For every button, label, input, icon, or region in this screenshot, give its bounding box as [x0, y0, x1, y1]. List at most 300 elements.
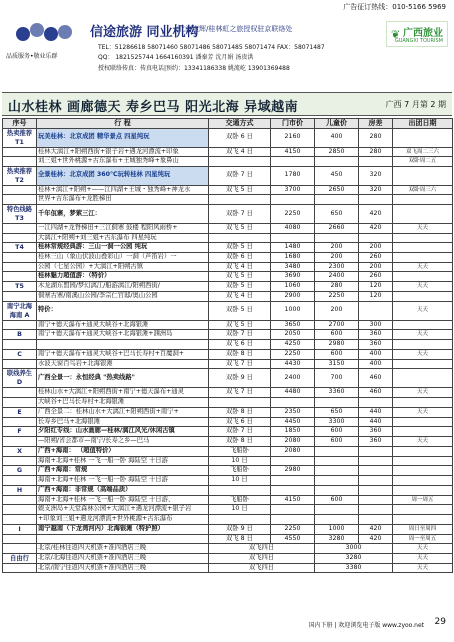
cell-item: 桂林魅力超值游：（特价） — [37, 272, 209, 282]
free-travel-row — [3, 544, 453, 554]
cell-traffic: 双飞四日 — [209, 544, 315, 554]
col-header: 房差 — [359, 119, 393, 129]
cell-date: 周日至周四 — [393, 524, 453, 534]
cell-price: 2980 — [271, 466, 315, 476]
table-row — [3, 272, 453, 282]
cell-traffic: 双卧 7 日 — [209, 166, 271, 185]
cell-child: 3360 — [315, 388, 359, 398]
cell-item: 侗寨古寨/南溪山公园/李宗仁官邸/奥山公园 — [37, 291, 209, 301]
agency-sub: 北海康辉/桂林虹之旅授权驻京联络处 — [178, 25, 293, 33]
cell-child: 2980 — [315, 340, 359, 350]
cell-side — [3, 185, 37, 195]
cell-child: 650 — [315, 407, 359, 417]
leaf-icon: ❦ — [391, 28, 401, 41]
table-row — [3, 446, 453, 456]
table-row — [3, 397, 453, 407]
cell-side: 联线养生 D — [3, 369, 37, 388]
cell-item: 大峡谷+巴马长寿村+北海银滩 — [37, 397, 209, 407]
cell-room: 320 — [359, 166, 393, 185]
cell-side: 热卖推荐 T1 — [3, 128, 37, 147]
cell-side — [3, 272, 37, 282]
free-travel-label: 自由行 — [3, 553, 37, 563]
table-row — [3, 301, 453, 320]
cell-traffic: 双飞 4 日 — [209, 291, 271, 301]
cell-price: 4150 — [271, 495, 315, 505]
cell-item: 千年佤寨，梦萦三江： — [37, 204, 209, 223]
cell-date: 天天 — [393, 262, 453, 272]
cell-side — [3, 291, 37, 301]
cell-side — [3, 147, 37, 157]
cell-room — [359, 505, 393, 515]
cell-side — [3, 417, 37, 427]
cell-side — [3, 515, 37, 525]
cell-room: 440 — [359, 407, 393, 417]
cell-price: 2400 — [271, 369, 315, 388]
cell-side — [3, 359, 37, 369]
cell-side: F — [3, 427, 37, 437]
cell-price: 4080 — [271, 223, 315, 233]
cell-side — [3, 320, 37, 330]
cell-side — [3, 534, 37, 544]
cell-traffic: 双飞 7 日 — [209, 359, 271, 369]
cell-date: 双卧周三六 — [393, 185, 453, 195]
cell-room: 300 — [359, 320, 393, 330]
cell-price: 3480 — [271, 262, 315, 272]
cell-side: 特色线路 T3 — [3, 204, 37, 223]
cell-child — [315, 476, 359, 486]
cell-traffic: 双飞 6 日 — [209, 340, 271, 350]
cell-item: 北京/北海往返四天机票+准四酒店三晚 — [37, 553, 209, 563]
cell-side: B — [3, 330, 37, 340]
cell-side — [3, 495, 37, 505]
cell-traffic: 双飞 7 日 — [209, 388, 271, 398]
table-row — [3, 128, 453, 147]
cell-date — [393, 204, 453, 223]
table-row — [3, 223, 453, 233]
cell-price: 1480 — [271, 243, 315, 253]
cell-traffic: 双卧 8 日 — [209, 349, 271, 359]
cell-price — [271, 485, 315, 495]
cell-item: 海南+北海+桂林 一飞一船一卧 海陆空 十日游 — [37, 476, 209, 486]
cell-room — [359, 485, 393, 495]
cell-item: 广西+海南：非常规（高端品质） — [37, 485, 209, 495]
page-number: 29 — [434, 617, 446, 627]
cell-room: 120 — [359, 291, 393, 301]
cell-traffic: 双飞四日 — [209, 553, 315, 563]
cell-child — [315, 195, 359, 205]
cell-side — [3, 505, 37, 515]
cell-price: 2250 — [271, 204, 315, 223]
cell-item: 木龙湖东盟园/梦幻漓江/船游漓江/阳朔西街/ — [37, 281, 209, 291]
cell-room: 120 — [359, 281, 393, 291]
cell-child — [315, 456, 359, 466]
cell-child: 2300 — [315, 262, 359, 272]
cell-item: 桂林三山（象山伏波山叠彩山）一洞（芦笛岩）一 — [37, 253, 209, 263]
table-row — [3, 388, 453, 398]
cell-traffic: 双卧 8 日 — [209, 407, 271, 417]
cell-item: 桂林大漓江+阳朔西街+银子岩+遇龙河漂流+印象 — [37, 147, 209, 157]
cell-traffic: 双飞四日 — [209, 563, 315, 573]
cell-date — [393, 320, 453, 330]
cell-side: E — [3, 407, 37, 417]
cell-item: 夕阳红专线：山水画廊—桂林/漓江风光/休闲古镇 — [37, 427, 209, 437]
cell-traffic: 双卧 7 日 — [209, 427, 271, 437]
cell-room: 420 — [359, 204, 393, 223]
cell-date — [393, 466, 453, 476]
cell-item: —阳朔/省会都市—南宁/长寿之乡—巴马 — [37, 437, 209, 447]
cell-child: 2400 — [315, 272, 359, 282]
cell-room — [359, 456, 393, 466]
table-row — [3, 515, 453, 525]
cell-item: 刘三姐+世外桃源+古东瀑布+王城独秀峰+象鼻山 — [37, 157, 209, 167]
cell-price: 3700 — [271, 185, 315, 195]
cell-room: 360 — [359, 340, 393, 350]
auth-line: 授权联络传真：传真电话|预约：13341186338 姚流屹 13901369488 — [98, 65, 290, 72]
cell-item: 桂林常规经典游：三山一洞一公园 纯玩 — [37, 243, 209, 253]
cell-traffic: 飞船卧 — [209, 466, 271, 476]
cell-date: 周一至周五 — [393, 534, 453, 544]
cell-item: 广西全景一：永恒经典 "热卖线路" — [37, 369, 209, 388]
cell-price: 1000 — [271, 301, 315, 320]
cell-item: 南宁+德天瀑布+通灵大峡谷+巴马长寿村+百魔洞+ — [37, 349, 209, 359]
cell-price — [271, 397, 315, 407]
cell-date — [393, 253, 453, 263]
cell-side: G — [3, 466, 37, 476]
cell-traffic: 飞船卧 — [209, 495, 271, 505]
cell-room — [359, 446, 393, 456]
col-header: 行 程 — [37, 119, 209, 129]
table-row — [3, 166, 453, 185]
cell-price: 2050 — [271, 330, 315, 340]
cell-child: 450 — [315, 166, 359, 185]
table-row — [3, 437, 453, 447]
cell-date: 双飞周二三六 — [393, 147, 453, 157]
cell-date: 天天 — [393, 553, 453, 563]
col-header: 儿童价 — [315, 119, 359, 129]
table-row — [3, 407, 453, 417]
ad-hotline: 广告征订热线：010-5166 5969 — [343, 3, 446, 11]
guangxi-tourism-logo: ❦ 广西旅业 GUANGXI TOURISM — [386, 21, 448, 47]
cell-traffic: 双卧 5 日 — [209, 243, 271, 253]
cell-item — [37, 534, 209, 544]
cell-item: 广西+海南： （超值特价） — [37, 446, 209, 456]
cell-room: 200 — [359, 262, 393, 272]
table-header — [3, 119, 453, 129]
cell-item: 南宁越南（下龙湾河内）北海银滩（特护照） — [37, 524, 209, 534]
table-row — [3, 505, 453, 515]
table-row — [3, 330, 453, 340]
cell-child: 3150 — [315, 359, 359, 369]
cell-side: 南宁北海海南 A — [3, 301, 37, 320]
col-header: 门市价 — [271, 119, 315, 129]
cell-date: 天天 — [393, 301, 453, 320]
cell-traffic: 双卧 9 日 — [209, 369, 271, 388]
cell-side: 热卖推荐 T2 — [3, 166, 37, 185]
cell-price: 4430 — [271, 359, 315, 369]
cell-room: 460 — [359, 369, 393, 388]
cell-child: 200 — [315, 301, 359, 320]
cell-date — [393, 166, 453, 185]
cell-date: 天天 — [393, 330, 453, 340]
cell-price: 3280 — [315, 553, 393, 563]
cell-price: 4250 — [271, 340, 315, 350]
cell-traffic: 双飞 5 日 — [209, 320, 271, 330]
cell-side — [3, 437, 37, 447]
cell-date — [393, 195, 453, 205]
cell-item: 世界+古东瀑布+龙胜梯田 — [37, 195, 209, 205]
cell-price: 3380 — [315, 563, 393, 573]
cell-side — [3, 233, 37, 243]
cell-date: 周一周五 — [393, 495, 453, 505]
cell-price: 1060 — [271, 281, 315, 291]
cell-price: 4550 — [271, 534, 315, 544]
cell-price: 4150 — [271, 147, 315, 157]
cell-side: H — [3, 485, 37, 495]
cell-date: 天天 — [393, 563, 453, 573]
issue-label: 广西 7 月第 2 期 — [385, 100, 446, 109]
cell-date — [393, 476, 453, 486]
cell-date — [393, 369, 453, 388]
free-travel-row — [3, 553, 453, 563]
cell-room — [359, 466, 393, 476]
cell-price: 2160 — [271, 128, 315, 147]
cell-traffic — [209, 397, 271, 407]
cell-room — [359, 495, 393, 505]
cell-side — [3, 253, 37, 263]
table-row — [3, 369, 453, 388]
cell-traffic — [209, 485, 271, 495]
table-row — [3, 349, 453, 359]
cell-date: 双卧周二五 — [393, 157, 453, 167]
header — [2, 17, 452, 85]
cell-date — [393, 417, 453, 427]
cell-child: 600 — [315, 330, 359, 340]
cell-room: 420 — [359, 534, 393, 544]
cell-date: 天天 — [393, 407, 453, 417]
cell-date — [393, 456, 453, 466]
slogan: 品质服务•敬业乐群 — [6, 53, 58, 60]
cell-child — [315, 505, 359, 515]
cell-date: 天天 — [393, 349, 453, 359]
cell-traffic: 双卧 9 日 — [209, 524, 271, 534]
cell-item: 特价： — [37, 301, 209, 320]
table-row — [3, 243, 453, 253]
cell-side — [3, 262, 37, 272]
cell-item: 桂林山水+大漓江+阳朔西街+南宁+德天瀑布+通灵 — [37, 388, 209, 398]
table-row — [3, 195, 453, 205]
cell-child: 3300 — [315, 417, 359, 427]
cell-date — [393, 243, 453, 253]
cell-side — [3, 195, 37, 205]
cell-date — [393, 233, 453, 243]
price-table — [2, 118, 453, 573]
cell-room: 460 — [359, 388, 393, 398]
cell-traffic: 10 日 — [209, 456, 271, 466]
table-row — [3, 281, 453, 291]
cell-child: 200 — [315, 253, 359, 263]
col-header: 序号 — [3, 119, 37, 129]
table-row — [3, 476, 453, 486]
cell-item: 北京/南宁往返四天机票+准四酒店三晚 — [37, 563, 209, 573]
tel-line: TEL：51286618 58071460 58071486 58071485 58071474 FAX：58071487 — [98, 44, 325, 51]
cell-price: 3000 — [315, 544, 393, 554]
cell-room: 260 — [359, 253, 393, 263]
title-banner — [2, 92, 452, 116]
cell-child: 600 — [315, 427, 359, 437]
cell-price: 2080 — [271, 437, 315, 447]
cell-side — [3, 388, 37, 398]
cell-room: 420 — [359, 524, 393, 534]
free-travel-label — [3, 544, 37, 554]
cell-room — [359, 233, 393, 243]
cell-traffic: 双卧 5 日 — [209, 301, 271, 320]
cell-traffic: 双卧 7 日 — [209, 330, 271, 340]
cell-date — [393, 485, 453, 495]
cell-side — [3, 456, 37, 466]
cell-room: 280 — [359, 147, 393, 157]
cell-item: 南宁+德天瀑布+通灵大峡谷+北海银滩 — [37, 320, 209, 330]
table-row — [3, 524, 453, 534]
cell-side — [3, 223, 37, 233]
cell-price: 1680 — [271, 253, 315, 263]
cell-traffic: 双卧 6 日 — [209, 128, 271, 147]
cell-price — [271, 505, 315, 515]
cell-traffic: 双卧 5 日 — [209, 281, 271, 291]
cell-date — [393, 291, 453, 301]
cell-child: 2650 — [315, 185, 359, 195]
cell-traffic — [209, 233, 271, 243]
cell-room: 360 — [359, 427, 393, 437]
cell-child — [315, 485, 359, 495]
cell-item — [37, 340, 209, 350]
table-row — [3, 485, 453, 495]
cell-side: T5 — [3, 281, 37, 291]
table-row — [3, 534, 453, 544]
cell-room — [359, 476, 393, 486]
cell-date — [393, 515, 453, 525]
cell-item: 广西全景二：桂林山水+大漓江+阳朔西街+南宁+ — [37, 407, 209, 417]
cell-item: 桂林+漓江+阳朔+——江四湖+王城・独秀峰+神龙水 — [37, 185, 209, 195]
cell-child — [315, 233, 359, 243]
cell-child: 700 — [315, 369, 359, 388]
cell-traffic: 双卧 7 日 — [209, 204, 271, 223]
cell-room: 440 — [359, 417, 393, 427]
cell-item: 广西+海南：常规 — [37, 466, 209, 476]
cell-child — [315, 515, 359, 525]
cell-child: 2850 — [315, 147, 359, 157]
cell-price: 3690 — [271, 272, 315, 282]
cell-date: 天天 — [393, 223, 453, 233]
cell-traffic — [209, 195, 271, 205]
cell-price: 2350 — [271, 407, 315, 417]
table-row — [3, 427, 453, 437]
agency-name: 信途旅游 同业机构 — [90, 25, 199, 40]
cell-child — [315, 397, 359, 407]
cell-room — [359, 195, 393, 205]
cell-traffic: 双飞 6 日 — [209, 417, 271, 427]
cell-item: 公园（七星公园）+大漓江+阳朔古镇 — [37, 262, 209, 272]
cell-room: 420 — [359, 223, 393, 233]
cell-price: 2250 — [271, 349, 315, 359]
cell-item: 玩美桂林：北京成团 精华景点 四星纯玩 — [37, 128, 209, 147]
cell-child: 280 — [315, 281, 359, 291]
cell-price: 4450 — [271, 417, 315, 427]
cell-date: 天天 — [393, 437, 453, 447]
table-row — [3, 253, 453, 263]
cell-date — [393, 427, 453, 437]
cell-side: X — [3, 446, 37, 456]
cell-child: 3280 — [315, 534, 359, 544]
cell-side: C — [3, 349, 37, 359]
cell-side — [3, 397, 37, 407]
cell-price — [271, 515, 315, 525]
table-row — [3, 185, 453, 195]
cell-item: 南宁+德天瀑布+通灵大峡谷+北海银滩+涠洲岛 — [37, 330, 209, 340]
cell-room: 200 — [359, 243, 393, 253]
cell-traffic: 双飞 5 日 — [209, 223, 271, 233]
table-row — [3, 262, 453, 272]
cell-price — [271, 195, 315, 205]
table-row — [3, 147, 453, 157]
cell-date: 天天 — [393, 544, 453, 554]
table-row — [3, 456, 453, 466]
cell-price: 2900 — [271, 291, 315, 301]
cell-date: 天天 — [393, 281, 453, 291]
cell-date: 天天 — [393, 388, 453, 398]
cell-traffic: 双飞 8 日 — [209, 534, 271, 544]
cell-traffic: 双飞 4 日 — [209, 147, 271, 157]
cell-room: 400 — [359, 349, 393, 359]
cell-child — [315, 157, 359, 167]
cell-child — [315, 466, 359, 476]
cell-side — [3, 157, 37, 167]
qq-line: QQ： 1821525744 1664160391 潘秦芳 沈月娟 汤贵洪 — [98, 54, 254, 61]
agency-logo — [10, 21, 86, 47]
table-row — [3, 466, 453, 476]
cell-child: 2250 — [315, 291, 359, 301]
cell-price — [271, 233, 315, 243]
cell-price: 2250 — [271, 524, 315, 534]
cell-date — [393, 128, 453, 147]
cell-child — [315, 446, 359, 456]
cell-child: 2700 — [315, 320, 359, 330]
cell-side — [3, 476, 37, 486]
cell-traffic: 10 日 — [209, 505, 271, 515]
cell-traffic: 双飞 5 日 — [209, 185, 271, 195]
cell-traffic: 飞船卧 — [209, 446, 271, 456]
cell-price: 3650 — [271, 320, 315, 330]
cell-traffic: 10 日 — [209, 476, 271, 486]
cell-price: 1780 — [271, 166, 315, 185]
cell-traffic: 双卧 8 日 — [209, 437, 271, 447]
cell-price — [271, 476, 315, 486]
cell-date — [393, 340, 453, 350]
cell-traffic — [209, 157, 271, 167]
cell-item: 长寿乡巴马+北海银滩 — [37, 417, 209, 427]
cell-traffic: 双飞 4 日 — [209, 262, 271, 272]
cell-date — [393, 359, 453, 369]
table-row — [3, 417, 453, 427]
cell-item: 一江四湖+龙脊梯田+三江侗寨 鼓楼 程阳风雨桥+ — [37, 223, 209, 233]
cell-room: 280 — [359, 128, 393, 147]
cell-traffic — [209, 515, 271, 525]
cell-price: 2080 — [271, 446, 315, 456]
cell-traffic: 双飞 5 日 — [209, 272, 271, 282]
table-row — [3, 320, 453, 330]
cell-room — [359, 515, 393, 525]
cell-item: 大漓江+阳朔+刘三姐+古东瀑布 四星纯玩 — [37, 233, 209, 243]
banner-title: 山水桂林 画廊德天 寿乡巴马 阳光北海 异域越南 — [8, 100, 299, 115]
